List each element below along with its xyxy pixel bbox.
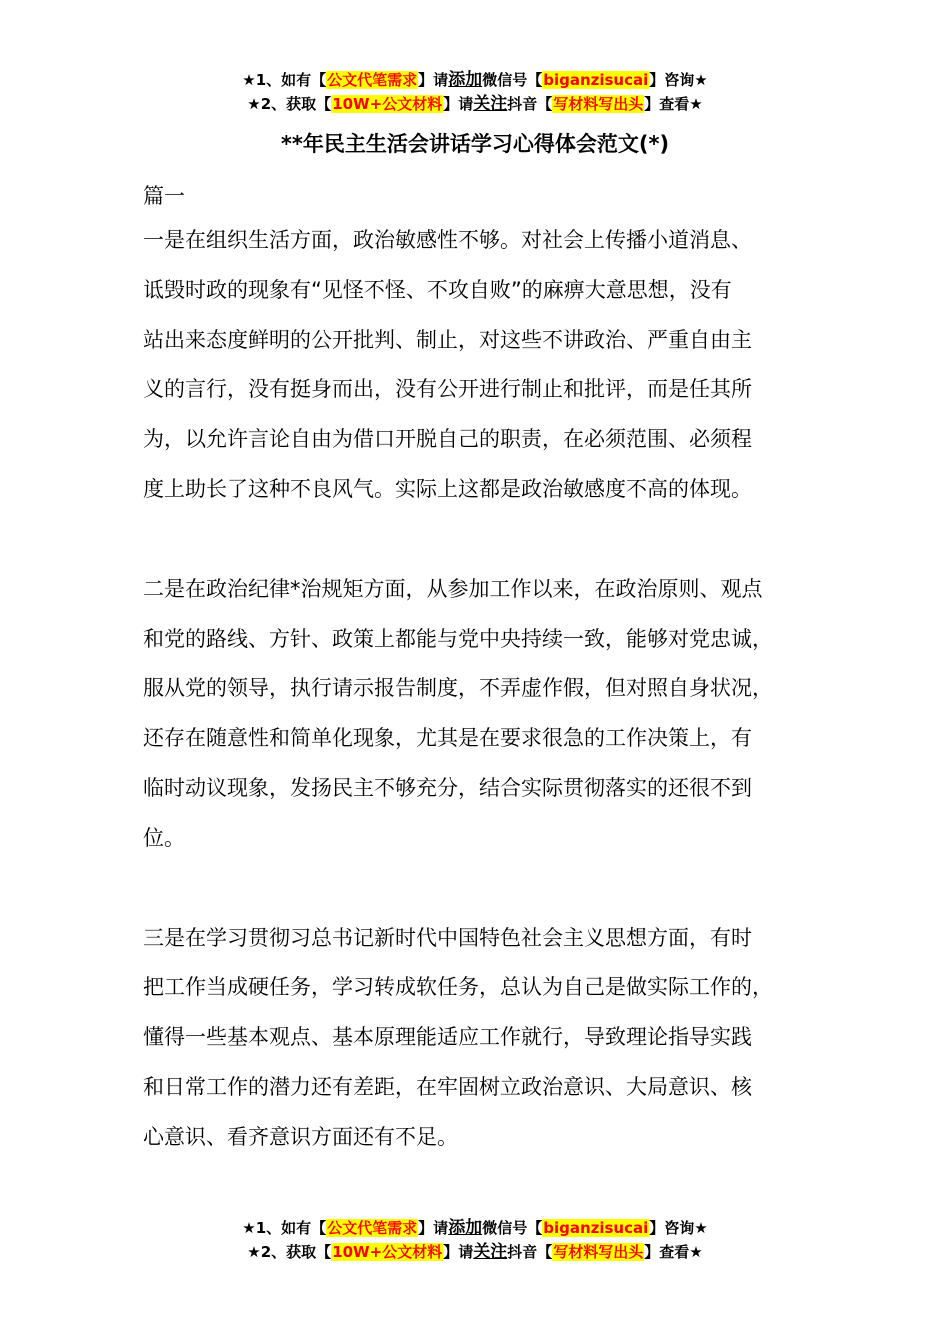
paragraph-gap	[143, 864, 833, 914]
banner-text: 】咨询★	[649, 71, 708, 89]
banner-highlight: 写材料写出头	[553, 95, 644, 113]
paragraph-line: 位。	[143, 825, 185, 850]
banner-text: 】查看★	[644, 95, 703, 113]
banner-highlight: biganzisucai	[543, 1219, 649, 1237]
page-title: **年民主生活会讲话学习心得体会范文(*)	[280, 132, 670, 156]
banner-highlight: 公文代笔需求	[327, 1219, 418, 1237]
paragraph-line: 心意识、看齐意识方面还有不足。	[143, 1124, 458, 1149]
paragraph-line: 一是在组织生活方面，政治敏感性不够。对社会上传播小道消息、	[143, 228, 752, 252]
banner-text: 】请	[418, 71, 449, 89]
paragraph-line: 二是在政治纪律*治规矩方面，从参加工作以来，在政治原则、观点	[143, 576, 763, 601]
banner-text: 微信号【	[482, 1219, 543, 1237]
paragraph-line: 临时动议现象，发扬民主不够充分，结合实际贯彻落实的还很不到	[143, 775, 752, 800]
header-banner	[0, 68, 950, 116]
banner-highlight: 10W+公文材料	[332, 95, 443, 113]
banner-underline: 添加	[448, 1218, 483, 1238]
banner-text: 】咨询★	[649, 1219, 708, 1237]
banner-highlight: 写材料写出头	[553, 1243, 644, 1261]
banner-text: 】请	[443, 1243, 474, 1261]
paragraph-line: 把工作当成硬任务，学习转成软任务，总认为自己是做实际工作的，	[143, 975, 773, 1000]
banner-line-2	[0, 1240, 950, 1264]
paragraph-line: 和党的路线、方针、政策上都能与党中央持续一致，能够对党忠诚，	[143, 626, 773, 651]
paragraph-line: 义的言行，没有挺身而出，没有公开进行制止和批评，而是任其所	[143, 377, 752, 402]
banner-text: 】请	[418, 1219, 449, 1237]
paragraph-gap	[143, 515, 833, 565]
footer-banner	[0, 1216, 950, 1264]
paragraph-line: 服从党的领导，执行请示报告制度，不弄虚作假，但对照自身状况，	[143, 676, 773, 701]
banner-text: ★1、如有【	[242, 1219, 327, 1237]
banner-underline: 添加	[448, 70, 483, 90]
banner-text: 】查看★	[644, 1243, 703, 1261]
banner-text: ★2、获取【	[247, 95, 332, 113]
paragraph-line: 三是在学习贯彻习总书记新时代中国特色社会主义思想方面，有时	[143, 925, 752, 950]
paragraph-line: 和日常工作的潜力还有差距，在牢固树立政治意识、大局意识、核	[143, 1074, 752, 1099]
paragraph-line: 为，以允许言论自由为借口开脱自己的职责，在必须范围、必须程	[143, 427, 752, 452]
paragraph-line: 懂得一些基本观点、基本原理能适应工作就行，导致理论指导实践	[143, 1025, 752, 1050]
banner-text: ★2、获取【	[247, 1243, 332, 1261]
banner-text: 抖音【	[507, 95, 553, 113]
paragraph-line: 站出来态度鲜明的公开批判、制止，对这些不讲政治、严重自由主	[143, 327, 752, 352]
banner-text: ★1、如有【	[242, 71, 327, 89]
paragraph-line: 度上助长了这种不良风气。实际上这都是政治敏感度不高的体现。	[143, 476, 752, 501]
document-body	[143, 176, 833, 1163]
banner-line-1	[0, 68, 950, 92]
banner-underline: 关注	[473, 1242, 508, 1262]
paragraph-line: 还存在随意性和简单化现象，尤其是在要求很急的工作决策上，有	[143, 726, 752, 751]
paragraph-2	[143, 565, 833, 864]
banner-underline: 关注	[473, 94, 508, 114]
banner-highlight: biganzisucai	[543, 71, 649, 89]
banner-text: 】请	[443, 95, 474, 113]
banner-highlight: 公文代笔需求	[327, 71, 418, 89]
paragraph-3	[143, 914, 833, 1163]
banner-line-2	[0, 92, 950, 116]
banner-text: 微信号【	[482, 71, 543, 89]
banner-text: 抖音【	[507, 1243, 553, 1261]
paragraph-line: 诋毁时政的现象有“见怪不怪、不攻自败”的麻痹大意思想，没有	[143, 277, 732, 302]
banner-line-1	[0, 1216, 950, 1240]
banner-highlight: 10W+公文材料	[332, 1243, 443, 1261]
section-label: 篇一	[143, 184, 185, 208]
paragraph-1	[143, 216, 833, 515]
